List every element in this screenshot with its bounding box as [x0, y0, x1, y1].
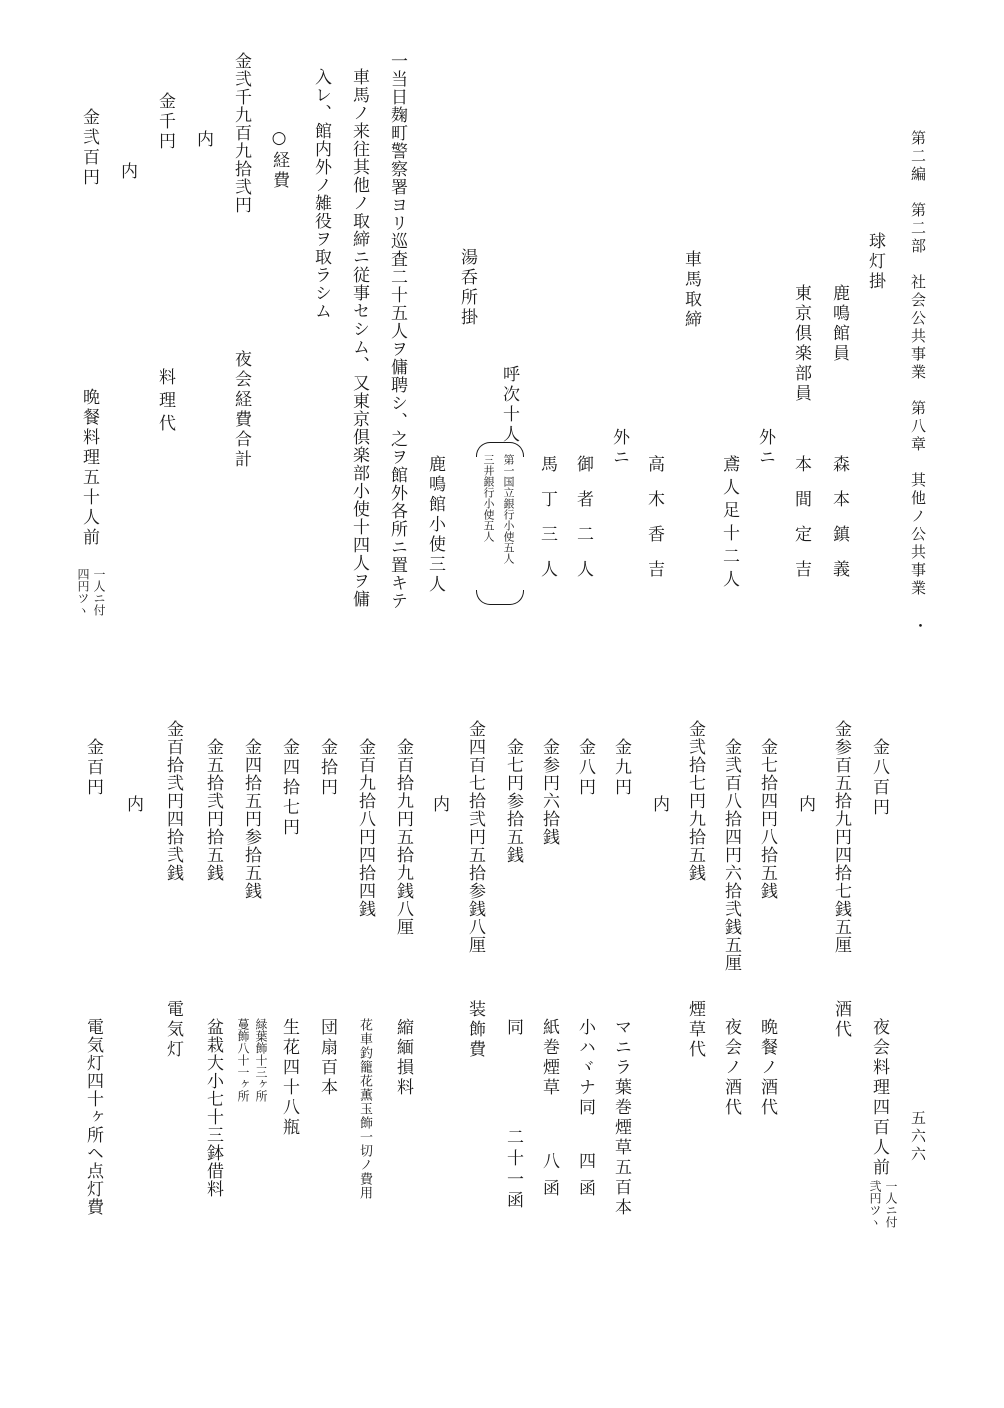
expense-item: 晩餐料理五十人前 — [79, 388, 99, 548]
body-paragraph-line: 一当日麹町警察署ヨリ巡査二十五人ヲ傭聘シ、之ヲ館外各所ニ置キテ — [387, 52, 407, 610]
expense-item: 料理代 — [155, 368, 175, 437]
unit-note: 一人ニ付 — [92, 568, 106, 616]
expense-quantity: 四函 — [575, 1152, 595, 1206]
tea-station-heading: 湯呑所掛 — [457, 248, 477, 328]
staff-affiliation: 鹿鳴館員 — [829, 284, 849, 364]
expense-amount: 金弐百八拾四円六拾弐銭五厘 — [721, 738, 741, 972]
body-paragraph-line: 車馬ノ来往其他ノ取締ニ従事セシム、又東京倶楽部小使十四人ヲ傭 — [349, 68, 369, 608]
breakdown-label: 内 — [117, 162, 137, 182]
breakdown-label: 内 — [649, 795, 669, 815]
expense-item: 同 — [503, 1018, 523, 1038]
breakdown-label: 内 — [429, 795, 449, 815]
expense-item: 電気灯 — [163, 1000, 183, 1060]
expense-item: 晩餐ノ酒代 — [757, 1018, 777, 1118]
decoration-note: 蔓飾八十一ヶ所 — [236, 1018, 250, 1102]
expense-amount: 金弐拾七円九拾五銭 — [685, 720, 705, 882]
expense-amount: 金百拾弐円四拾弐銭 — [163, 720, 183, 882]
bracket-bottom — [476, 590, 524, 605]
expenses-heading: ○経費 — [269, 128, 289, 191]
expense-item: 小ハヾナ同 — [575, 1018, 595, 1118]
expense-item: マニラ葉巻煙草五百本 — [611, 1018, 631, 1218]
additional-label: 外ニ — [755, 428, 775, 468]
header-dot: ・ — [911, 618, 929, 636]
expense-item: 装飾費 — [465, 1000, 485, 1060]
staff-name: 本間定吉 — [791, 455, 811, 595]
staff-name: 高木香吉 — [644, 455, 664, 595]
expense-amount: 金千円 — [155, 92, 175, 152]
expense-amount: 金七拾四円八拾五銭 — [757, 738, 777, 900]
staff-entry: 御者二人 — [573, 455, 593, 595]
expense-amount: 金七円参拾五銭 — [503, 738, 523, 864]
running-header: 第二編 第二部 社会公共事業 第八章 其他ノ公共事業 — [909, 130, 927, 598]
expense-item: 夜会ノ酒代 — [721, 1018, 741, 1118]
staff-name: 森本鎮義 — [829, 455, 849, 595]
expense-quantity: 二十一函 — [503, 1128, 523, 1212]
expense-item: 煙草代 — [685, 1000, 705, 1060]
expense-amount: 金四拾七円 — [279, 738, 299, 838]
decoration-note: 緑葉飾十三ヶ所 — [254, 1018, 268, 1102]
expense-item: 電気灯四十ヶ所ヘ点灯費 — [83, 1018, 103, 1216]
bracket-note-line: 第一国立銀行小使五人 — [502, 454, 515, 564]
expense-amount: 金参百五拾九円四拾七銭五厘 — [831, 720, 851, 954]
additional-label: 外ニ — [609, 428, 629, 468]
expense-amount: 金百円 — [83, 738, 103, 798]
staff-affiliation: 東京倶楽部員 — [791, 284, 811, 404]
breakdown-label: 内 — [193, 130, 213, 150]
expense-amount: 金弐百円 — [79, 108, 99, 188]
breakdown-label: 内 — [795, 795, 815, 815]
page-number: 五六六 — [909, 1110, 927, 1164]
expense-amount: 金参円六拾銭 — [539, 738, 559, 846]
expense-item: 酒代 — [831, 1000, 851, 1040]
expense-amount: 金弐千九百九拾弐円 — [231, 52, 251, 214]
expense-item: 夜会料理四百人前 — [869, 1018, 889, 1178]
expense-amount: 金四百七拾弐円五拾参銭八厘 — [465, 720, 485, 954]
expense-quantity: 八函 — [539, 1152, 559, 1206]
messenger-entry: 呼次十人 — [499, 365, 519, 445]
breakdown-label: 内 — [123, 795, 143, 815]
unit-note: 弐円ツヽ — [868, 1180, 882, 1228]
unit-note: 一人ニ付 — [884, 1180, 898, 1228]
laborers-entry: 鳶人足十二人 — [719, 455, 739, 593]
traffic-control-heading: 車馬取締 — [681, 250, 701, 330]
expense-amount: 金五拾弐円拾五銭 — [203, 738, 223, 882]
expense-amount: 金八円 — [575, 738, 595, 798]
bracket-note-line: 三井銀行小使五人 — [482, 454, 495, 542]
lantern-staff-heading: 球灯掛 — [865, 232, 885, 292]
expense-item: 縮緬損料 — [393, 1018, 413, 1098]
expense-amount: 金百拾九円五拾九銭八厘 — [393, 738, 413, 936]
expense-amount: 金百九拾八円四拾四銭 — [355, 738, 375, 918]
expense-item: 夜会経費合計 — [231, 350, 251, 470]
expense-amount: 金拾円 — [317, 738, 337, 798]
expense-item: 紙巻煙草 — [539, 1018, 559, 1098]
expense-item: 盆栽大小七十三鉢借料 — [203, 1018, 223, 1198]
expense-amount: 金四拾五円参拾五銭 — [241, 738, 261, 900]
expense-item: 生花四十八瓶 — [279, 1018, 299, 1138]
body-paragraph-line: 入レ、館内外ノ雑役ヲ取ラシム — [311, 68, 331, 320]
staff-entry: 馬丁三人 — [537, 455, 557, 595]
staff-entry: 鹿鳴館小使三人 — [425, 455, 445, 595]
expense-item: 花車釣籠花薫玉飾一切ノ費用 — [357, 1018, 372, 1200]
expense-item: 団扇百本 — [317, 1018, 337, 1098]
expense-amount: 金九円 — [611, 738, 631, 798]
expense-amount: 金八百円 — [869, 738, 889, 818]
unit-note: 四円ツヽ — [76, 568, 90, 616]
